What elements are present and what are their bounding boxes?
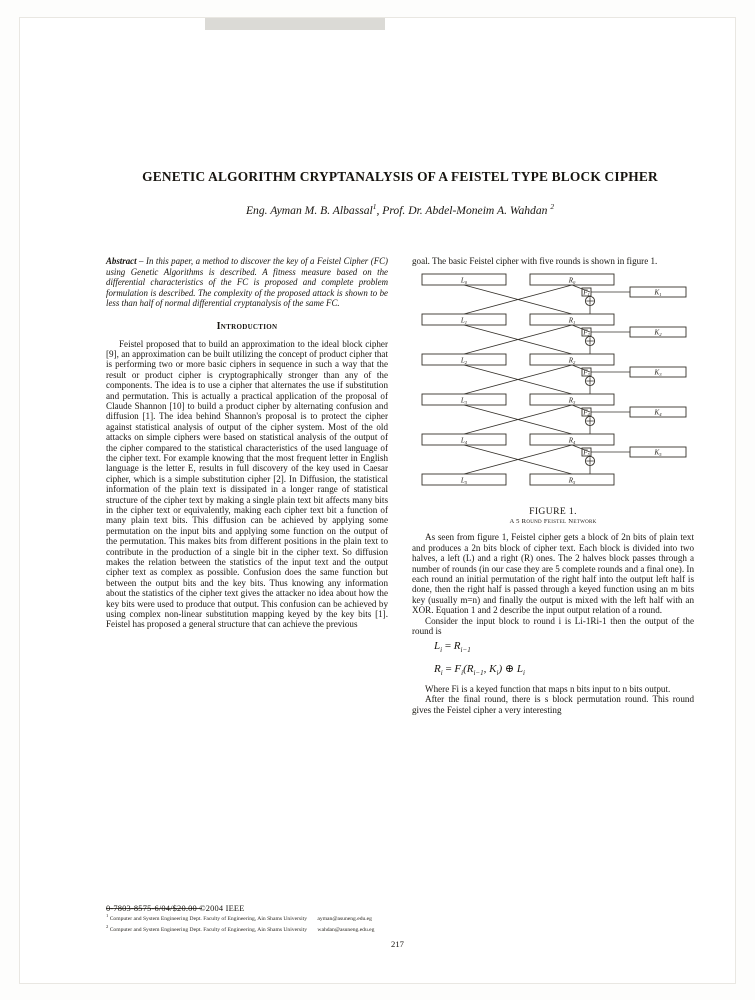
author-first-footnote-marker: 1: [372, 202, 377, 211]
svg-text:F5: $F_5$: [583, 448, 590, 458]
right-paragraph-5: After the final round, there is s block permutation round. This round gives the Feistel cipher a very interesting: [412, 694, 694, 715]
abstract-paragraph: [106, 256, 388, 309]
equation-1-lhs: L: [434, 640, 441, 653]
page-title: GENETIC ALGORITHM CRYPTANALYSIS OF A FEISTEL TYPE BLOCK CIPHER: [142, 169, 658, 184]
equation-2-arg-open: (R: [463, 662, 474, 675]
equation-1-rhs: R: [453, 640, 461, 653]
feistel-network-diagram: [412, 268, 694, 500]
equation-2-function: F: [454, 662, 462, 675]
equation-2-arg-close: ): [498, 662, 503, 675]
copyright-isbn-line: 0-7803-8575-6/04/$20.00 ©2004 IEEE: [106, 904, 245, 913]
section-heading-introduction: Introduction: [216, 320, 278, 332]
svg-text:K1: $K_1$: [654, 288, 662, 298]
footnote-email: ayman@asuneng.edu.eg: [317, 915, 372, 922]
intro-paragraph-1: Feistel proposed that to build an approximation to the ideal block cipher [9], an approximation can be built utilizing the concept of product cipher that is performing two or more basic ciphers in sequence in such a way that the result or product cipher is cryptographically stronger than any of the components. The idea is to use a cipher that alternates the use if substitution and permutation. This is actually a practical application of the proposal of Claude Shannon [10] to build a product cipher by alternating confusion and diffusion [1]. The idea behind Shannon's proposal is to protect the cipher against statistical analysis of output of the cipher system. Most of the old attacks on simple ciphers were based on statistical analysis of the output of the cipher compared to the statistical characteristics of the used language of the cipher text. For example knowing that the most frequent letter in English language is the letter E, results in full discovery of the key used in Caesar cipher, which is a simple substitution cipher [2]. In Diffusion, the statistical information of the plain text is dissipated in a longer range of statistical structure of the cipher text by making a single plain text bit affects many bits in the cipher text or equivalently, making each cipher text bit a function of many plain text bits. This diffusion can be achieved by applying some permutation on the input bits and applying some function on the output of the permutation. This makes bits from different positions in the plain text to contribute in the production of a single bit in the cipher text. So diffusion makes the relation between the statistics of the input text and the output cipher text as complex as possible. Confusion does the same function but between the output bits and the key bits. Thus knowing any information about the statistics of the cipher text gives the attacker no idea about how the key bits were used to produce that output. This confusion can be achieved by using complex non-linear substitution mapping keyed by the key bits [1]. Feistel has proposed a general structure that can achieve the previous: [106, 338, 388, 630]
footnote-text: Computer and System Engineering Dept. Faculty of Engineering, Ain Shams University: [109, 915, 308, 922]
equation-1-equals: =: [442, 640, 454, 653]
right-paragraph-3: Consider the input block to round i is Li-1Ri-1 then the output of the round is: [412, 615, 694, 637]
scanned-page: [20, 18, 735, 983]
svg-text:F2: $F_2$: [583, 328, 590, 338]
equation-2-lhs: R: [434, 662, 441, 675]
equation-2-final-term: L: [516, 662, 523, 675]
abstract-dash: –: [136, 256, 146, 266]
feistel-rounds: [422, 274, 686, 485]
equation-2-arg2: , K: [483, 662, 497, 675]
svg-text:F4: $F_4$: [583, 408, 590, 418]
equation-2-arg1-subscript: i−1: [473, 668, 484, 677]
svg-text:R2: $R_2$: [568, 356, 576, 366]
footnote-marker: 2: [106, 923, 109, 929]
author-first: Eng. Ayman M. B. Albassal: [245, 203, 373, 217]
footnote-marker: 1: [106, 913, 109, 918]
author-line: [106, 202, 694, 217]
equation-2-arg2-subscript: i: [496, 668, 499, 677]
right-paragraph-4: Where Fi is a keyed function that maps n bits input to n bits output.: [425, 683, 671, 694]
svg-text:R0: $R_0$: [568, 276, 576, 286]
svg-text:K4: $K_4$: [654, 408, 662, 418]
figure-caption-title: A 5 Round Feistel Network: [509, 518, 597, 526]
equation-2-equals: =: [442, 662, 455, 675]
svg-text:K5: $K_5$: [654, 448, 662, 458]
right-paragraph-2: As seen from figure 1, Feistel cipher gets a block of 2n bits of plain text and produces a 2n bits block of cipher text. Each block is divided into two halves, a left (L) and a right (R) ones. The 2 halves block passes through a number of rounds (in our case they are 5 complete rounds and a final one). In each round an initial permutation of the right half into the output left half is done, then the right half is passed through a keyed function using an m bits key (usually m=n) and finally the output is mixed with the left half with an XOR. Equation 1 and 2 describe the input output relation of a round.: [412, 532, 694, 616]
figure-feistel-network: [412, 268, 694, 530]
author-second: , Prof. Dr. Abdel-Moneim A. Wahdan: [376, 203, 551, 217]
svg-text:R3: $R_3$: [568, 396, 576, 406]
footnote-item: [106, 912, 536, 923]
footnote-text: Computer and System Engineering Dept. Faculty of Engineering, Ain Shams University: [109, 926, 308, 933]
svg-text:K2: $K_2$: [654, 328, 662, 338]
right-paragraph-1: goal. The basic Feistel cipher with five rounds is shown in figure 1.: [412, 256, 658, 266]
equation-2-lhs-subscript: i: [440, 668, 443, 677]
equation-1-rhs-subscript: i−1: [460, 646, 471, 655]
figure-caption-number: FIGURE 1.: [529, 506, 577, 518]
svg-text:L5: $L_5$: [460, 476, 468, 486]
paper-content: [106, 168, 694, 958]
abstract-text: In this paper, a method to discover the key of a Feistel Cipher (FC) using Genetic Algorithms is described. A fitness measure based on the differential characteristics of the FC is proposed and complete problem formulation is described. The complexity of the proposed attack is shown to be less than half of normal differential cryptanalysis of the same FC.: [106, 256, 388, 308]
equation-2: [434, 662, 694, 681]
svg-text:L4: $L_4$: [460, 436, 468, 446]
equation-1: [434, 639, 694, 658]
svg-text:L3: $L_3$: [460, 396, 468, 406]
svg-text:K3: $K_3$: [654, 368, 662, 378]
abstract-label: Abstract: [106, 256, 137, 266]
xor-operator-icon: ⊕: [502, 662, 517, 675]
figure-caption: [412, 506, 694, 525]
equation-2-function-subscript: i: [461, 668, 464, 677]
svg-text:F1: $F_1$: [583, 288, 590, 298]
footnote-item: [106, 923, 536, 934]
svg-text:L0: $L_0$: [460, 276, 468, 286]
svg-text:L1: $L_1$: [460, 316, 468, 326]
svg-text:L2: $L_2$: [460, 356, 468, 366]
scan-artifact-bar: [205, 18, 385, 30]
svg-text:F3: $F_3$: [583, 368, 590, 378]
footnote-email: wahdan@asuneng.edu.eg: [317, 926, 375, 933]
svg-text:R5: $R_5$: [568, 476, 576, 486]
svg-text:R1: $R_1$: [568, 316, 576, 326]
equation-1-lhs-subscript: i: [440, 646, 443, 655]
page-number: 217: [391, 939, 404, 949]
equation-2-final-subscript: i: [522, 668, 525, 677]
svg-text:R4: $R_4$: [568, 436, 576, 446]
right-column: [412, 256, 694, 715]
author-second-footnote-marker: 2: [550, 202, 555, 211]
footnotes: [106, 912, 536, 934]
